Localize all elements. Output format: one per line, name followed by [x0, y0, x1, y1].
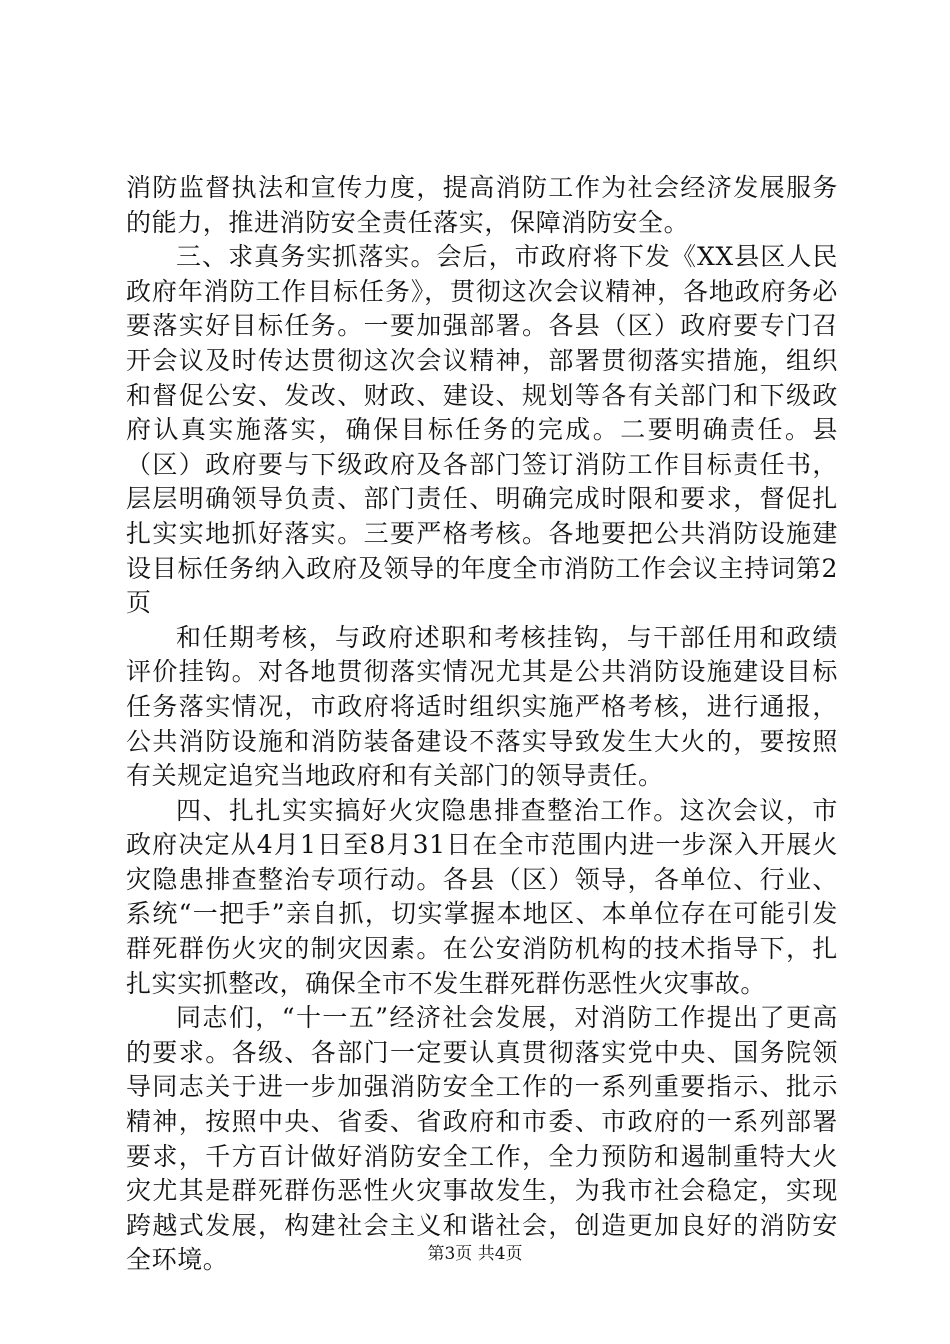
paragraph-1: 消防监督执法和宣传力度，提高消防工作为社会经济发展服务的能力，推进消防安全责任落实，保障消防安全。	[126, 173, 838, 237]
paragraph-4: 四、扎扎实实搞好火灾隐患排查整治工作。这次会议，市政府决定从4月1日至8月31日在全市范围内进一步深入开展火灾隐患排查整治专项行动。各县（区）领导，各单位、行业、系统“一把手”亲自抓，切实掌握本地区、本单位存在可能引发群死群伤火灾的制灾因素。在公安消防机构的技术指导下，扎扎实实抓整改，确保全市不发生群死群伤恶性火灾事故。	[126, 795, 838, 998]
paragraph-5: 同志们，“十一五”经济社会发展，对消防工作提出了更高的要求。各级、各部门一定要认真贯彻落实党中央、国务院领导同志关于进一步加强消防安全工作的一系列重要指示、批示精神，按照中央、省委、省政府和市委、市政府的一系列部署要求，千方百计做好消防安全工作，全力预防和遏制重特大火灾尤其是群死群伤恶性火灾事故发生，为我市社会稳定，实现跨越式发展，构建社会主义和谐社会，创造更加良好的消防安全环境。	[126, 1003, 838, 1275]
page-number-footer: 第3页 共4页	[427, 1244, 523, 1264]
paragraph-3: 和任期考核，与政府述职和考核挂钩，与干部任用和政绩评价挂钩。对各地贯彻落实情况尤其是公共消防设施建设目标任务落实情况，市政府将适时组织实施严格考核，进行通报，公共消防设施和消防装备建设不落实导致发生大火的，要按照有关规定追究当地政府和有关部门的领导责任。	[126, 622, 838, 791]
paragraph-2: 三、求真务实抓落实。会后，市政府将下发《XX县区人民政府年消防工作目标任务》，贯彻这次会议精神，各地政府务必要落实好目标任务。一要加强部署。各县（区）政府要专门召开会议及时传达贯彻这次会议精神，部署贯彻落实措施，组织和督促公安、发改、财政、建设、规划等各有关部门和下级政府认真实施落实，确保目标任务的完成。二要明确责任。县（区）政府要与下级政府及各部门签订消防工作目标责任书，层层明确领导负责、部门责任、明确完成时限和要求，督促扎扎实实地抓好落实。三要严格考核。各地要把公共消防设施建设目标任务纳入政府及领导的年度全市消防工作会议主持词第2页	[126, 242, 838, 618]
document-body	[126, 171, 838, 1278]
